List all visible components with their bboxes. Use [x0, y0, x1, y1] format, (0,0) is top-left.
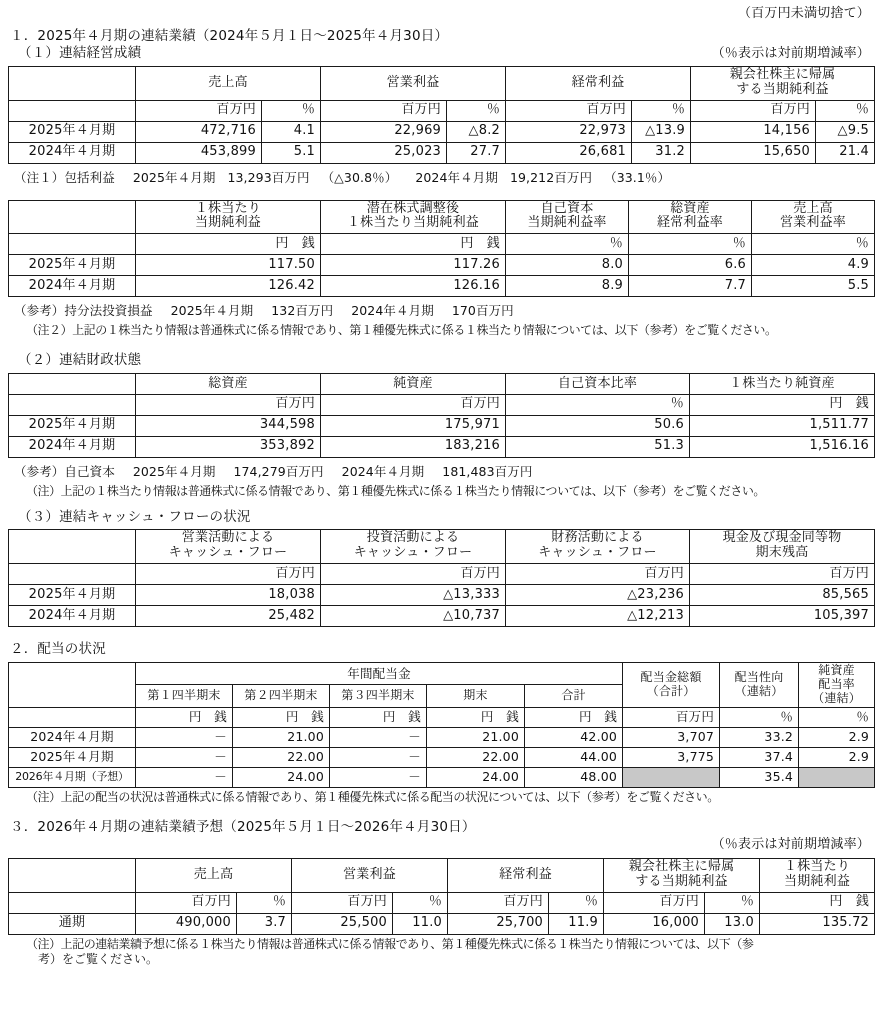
- header-eps: １株当たり 当期純利益: [760, 858, 875, 892]
- note1-value1: 13,293百万円: [227, 169, 310, 185]
- section2-title: ２．配当の状況: [10, 641, 106, 658]
- ref-equity-period1: 2025年４月期: [132, 463, 216, 479]
- table-header-row: [9, 373, 875, 394]
- cell-ordinary-pct: 31.2: [632, 142, 691, 163]
- section3-title: ３．2026年４月期の連結業績予想（2025年５月１日～2026年４月30日）: [10, 818, 476, 835]
- cell-total: 44.00: [525, 747, 623, 767]
- cell-eps: 117.50: [136, 255, 321, 276]
- header-bps: １株当たり純資産: [690, 373, 875, 394]
- ref-equity-method-prefix: （参考）持分法投資損益: [14, 303, 153, 319]
- cell-ordinary: 25,700: [448, 913, 549, 934]
- table-unit-row: [9, 100, 875, 121]
- row-label-full-year: 通期: [9, 913, 136, 934]
- row-label-fy2025: 2025年４月期: [9, 747, 136, 767]
- reference-shareholders-equity: [8, 464, 874, 480]
- header-net-sales: 売上高: [136, 858, 292, 892]
- unit-operating-pct: ％: [393, 892, 448, 913]
- note-2-per-share: （注２）上記の１株当たり情報は普通株式に係る情報であり、第１種優先株式に係る１株当たり情報については、以下（参考）をご覧ください。: [26, 323, 777, 337]
- section1-sub3-title: （３）連結キャッシュ・フローの状況: [18, 508, 251, 525]
- unit-total-dividend: 百万円: [623, 707, 720, 727]
- row-label-fy2025: 2025年４月期: [9, 585, 136, 606]
- cell-q1: －: [136, 747, 233, 767]
- unit-operating-pct: ％: [447, 100, 506, 121]
- section1-pct-note: （％表示は対前期増減率）: [711, 45, 870, 61]
- unit-net-sales-pct: ％: [262, 100, 321, 121]
- note-comprehensive-income: [8, 170, 874, 186]
- cell-q2: 21.00: [233, 727, 330, 747]
- corner-cell: [9, 373, 136, 394]
- unit-cash-equivalents: 百万円: [690, 564, 875, 585]
- cash-flow-table: [8, 529, 875, 627]
- header-eps: １株当たり 当期純利益: [136, 200, 321, 234]
- row-label-fy2024: 2024年４月期: [9, 606, 136, 627]
- table-header-row: [9, 858, 875, 892]
- note-forecast-line2: 考）をご覧ください。: [38, 951, 159, 966]
- note-3-per-share: （注）上記の１株当たり情報は普通株式に係る情報であり、第１種優先株式に係る１株当たり情報については、以下（参考）をご覧ください。: [26, 483, 765, 498]
- unit-profit-pct: ％: [705, 892, 760, 913]
- cell-net-assets: 183,216: [321, 436, 506, 457]
- consolidated-results-table: [8, 66, 875, 164]
- cell-total: 42.00: [525, 727, 623, 747]
- cell-operating-pct: 27.7: [447, 142, 506, 163]
- cell-q2: 24.00: [233, 767, 330, 787]
- cell-profit: 15,650: [691, 142, 816, 163]
- header-operating-cf: 営業活動による キャッシュ・フロー: [136, 530, 321, 564]
- cell-q2: 22.00: [233, 747, 330, 767]
- unit-payout-ratio: ％: [720, 707, 799, 727]
- row-label-fy2025: 2025年４月期: [9, 415, 136, 436]
- unit-financing-cf: 百万円: [506, 564, 690, 585]
- row-label-fy2026-forecast: 2026年４月期（予想）: [9, 767, 136, 787]
- cell-profit: 16,000: [604, 913, 705, 934]
- ref-equity-value1: 174,279百万円: [233, 463, 324, 479]
- table-row: [9, 255, 875, 276]
- section1-title: １．2025年４月期の連結業績（2024年５月１日～2025年４月30日）: [10, 28, 449, 45]
- header-dividend-on-equity: 純資産 配当率 （連結）: [799, 663, 875, 707]
- cell-net-sales: 490,000: [136, 913, 237, 934]
- header-payout-ratio: 配当性向 （連結）: [720, 663, 799, 707]
- table-unit-row: [9, 394, 875, 415]
- cell-roa: 7.7: [629, 276, 752, 297]
- table-header-row: [9, 530, 875, 564]
- unit-q2: 円 銭: [233, 707, 330, 727]
- cell-payout-ratio: 33.2: [720, 727, 799, 747]
- unit-operating-margin: ％: [752, 234, 875, 255]
- table-row: [9, 606, 875, 627]
- unit-blank: [9, 394, 136, 415]
- cell-net-sales: 453,899: [136, 142, 262, 163]
- cell-operating-cf: 25,482: [136, 606, 321, 627]
- unit-blank: [9, 100, 136, 121]
- table-unit-row: [9, 892, 875, 913]
- table-row: [9, 727, 875, 747]
- unit-operating-million: 百万円: [321, 100, 447, 121]
- header-ordinary-income: 経常利益: [448, 858, 604, 892]
- table-row: [9, 121, 875, 142]
- reference-equity-method-income: [8, 303, 874, 319]
- table-unit-row: [9, 234, 875, 255]
- cell-total-assets: 353,892: [136, 436, 321, 457]
- corner-cell: [9, 530, 136, 564]
- cell-investing-cf: △13,333: [321, 585, 506, 606]
- financial-position-table: [8, 373, 875, 458]
- table-header-row: [9, 200, 875, 234]
- cell-financing-cf: △23,236: [506, 585, 690, 606]
- cell-payout-ratio: 35.4: [720, 767, 799, 787]
- note1-value2: 19,212百万円: [509, 169, 593, 185]
- cell-investing-cf: △10,737: [321, 606, 506, 627]
- unit-doe: ％: [799, 707, 875, 727]
- table-unit-row: [9, 707, 875, 727]
- table-row: [9, 436, 875, 457]
- unit-year-end: 円 銭: [427, 707, 525, 727]
- cell-operating: 22,969: [321, 121, 447, 142]
- unit-net-sales-million: 百万円: [136, 100, 262, 121]
- note-forecast-line1: （注）上記の連結業績予想に係る１株当たり情報は普通株式に係る情報であり、第１種優先株式に係る１株当たり情報については、以下（参: [26, 936, 754, 951]
- header-q2-end: 第２四半期末: [233, 685, 330, 707]
- unit-ordinary-million: 百万円: [448, 892, 549, 913]
- cell-net-assets: 175,971: [321, 415, 506, 436]
- corner-cell: [9, 200, 136, 234]
- table-row: [9, 747, 875, 767]
- cell-q3: －: [330, 767, 427, 787]
- cell-roa: 6.6: [629, 255, 752, 276]
- header-profit-attributable: 親会社株主に帰属 する当期純利益: [691, 67, 875, 101]
- unit-blank: [9, 707, 136, 727]
- cell-total-dividend-shaded: [623, 767, 720, 787]
- cell-profit-pct: △9.5: [816, 121, 875, 142]
- cell-q1: －: [136, 727, 233, 747]
- cell-doe: 2.9: [799, 727, 875, 747]
- header-operating-margin: 売上高 営業利益率: [752, 200, 875, 234]
- unit-profit-million: 百万円: [691, 100, 816, 121]
- corner-cell: [9, 663, 136, 707]
- row-label-fy2025: 2025年４月期: [9, 255, 136, 276]
- ref-equity-value2: 181,483百万円: [442, 463, 533, 479]
- header-roe: 自己資本 当期純利益率: [506, 200, 629, 234]
- note1-period2: 2024年４月期: [415, 169, 498, 185]
- unit-blank: [9, 234, 136, 255]
- header-net-sales: 売上高: [136, 67, 321, 101]
- ref-equity-method-value1: 132百万円: [271, 303, 334, 319]
- unit-net-sales-million: 百万円: [136, 892, 237, 913]
- cell-ordinary: 22,973: [506, 121, 632, 142]
- cell-roe: 8.0: [506, 255, 629, 276]
- cell-profit-pct: 13.0: [705, 913, 760, 934]
- cell-ordinary-pct: △13.9: [632, 121, 691, 142]
- ref-equity-prefix: （参考）自己資本: [14, 463, 115, 479]
- header-total-assets: 総資産: [136, 373, 321, 394]
- unit-operating-cf: 百万円: [136, 564, 321, 585]
- cell-q3: －: [330, 727, 427, 747]
- row-label-fy2024: 2024年４月期: [9, 276, 136, 297]
- section3-pct-note: （％表示は対前期増減率）: [711, 837, 870, 853]
- cell-operating: 25,500: [292, 913, 393, 934]
- cell-doe-shaded: [799, 767, 875, 787]
- header-equity-ratio: 自己資本比率: [506, 373, 690, 394]
- cell-eps: 135.72: [760, 913, 875, 934]
- cell-year-end: 24.00: [427, 767, 525, 787]
- note1-prefix: （注１）包括利益: [14, 169, 115, 185]
- cell-diluted-eps: 126.16: [321, 276, 506, 297]
- section1-sub1-title: （１）連結経営成績: [18, 45, 142, 62]
- table-unit-row: [9, 564, 875, 585]
- unit-blank: [9, 892, 136, 913]
- table-row: [9, 415, 875, 436]
- unit-q1: 円 銭: [136, 707, 233, 727]
- rounding-note: （百万円未満切捨て）: [737, 6, 870, 21]
- cell-equity-ratio: 50.6: [506, 415, 690, 436]
- table-header-row-top: [9, 663, 875, 685]
- ref-equity-method-value2: 170百万円: [451, 303, 514, 319]
- cell-bps: 1,516.16: [690, 436, 875, 457]
- table-row: [9, 142, 875, 163]
- cell-operating-margin: 5.5: [752, 276, 875, 297]
- note1-pct2: （33.1％）: [604, 169, 671, 185]
- table-row: [9, 913, 875, 934]
- cell-net-sales: 472,716: [136, 121, 262, 142]
- unit-ordinary-pct: ％: [632, 100, 691, 121]
- header-operating-income: 営業利益: [321, 67, 506, 101]
- cell-financing-cf: △12,213: [506, 606, 690, 627]
- header-annual-dividend: 年間配当金: [136, 663, 623, 685]
- header-total-dividend: 配当金総額 （合計）: [623, 663, 720, 707]
- corner-cell: [9, 858, 136, 892]
- cell-diluted-eps: 117.26: [321, 255, 506, 276]
- ref-equity-period2: 2024年４月期: [341, 463, 425, 479]
- row-label-fy2025: 2025年４月期: [9, 121, 136, 142]
- cell-total-dividend: 3,707: [623, 727, 720, 747]
- header-operating-income: 営業利益: [292, 858, 448, 892]
- cell-total-assets: 344,598: [136, 415, 321, 436]
- unit-equity-ratio: ％: [506, 394, 690, 415]
- cell-year-end: 22.00: [427, 747, 525, 767]
- cell-net-sales-pct: 5.1: [262, 142, 321, 163]
- note-dividend: （注）上記の配当の状況は普通株式に係る情報であり、第１種優先株式に係る配当の状況については、以下（参考）をご覧ください。: [26, 789, 719, 804]
- table-row: [9, 276, 875, 297]
- header-total: 合計: [525, 685, 623, 707]
- unit-roa: ％: [629, 234, 752, 255]
- unit-total: 円 銭: [525, 707, 623, 727]
- header-ordinary-income: 経常利益: [506, 67, 691, 101]
- unit-profit-pct: ％: [816, 100, 875, 121]
- note1-period1: 2025年４月期: [132, 169, 216, 185]
- cell-total: 48.00: [525, 767, 623, 787]
- header-investing-cf: 投資活動による キャッシュ・フロー: [321, 530, 506, 564]
- unit-operating-million: 百万円: [292, 892, 393, 913]
- cell-profit-pct: 21.4: [816, 142, 875, 163]
- header-roa: 総資産 経常利益率: [629, 200, 752, 234]
- unit-roe: ％: [506, 234, 629, 255]
- cell-year-end: 21.00: [427, 727, 525, 747]
- table-row: [9, 585, 875, 606]
- row-label-fy2024: 2024年４月期: [9, 436, 136, 457]
- cell-equity-ratio: 51.3: [506, 436, 690, 457]
- cell-bps: 1,511.77: [690, 415, 875, 436]
- cell-total-dividend: 3,775: [623, 747, 720, 767]
- table-row-forecast: [9, 767, 875, 787]
- table-header-row: [9, 67, 875, 101]
- per-share-ratios-table: [8, 200, 875, 298]
- unit-investing-cf: 百万円: [321, 564, 506, 585]
- unit-net-assets: 百万円: [321, 394, 506, 415]
- cell-doe: 2.9: [799, 747, 875, 767]
- unit-bps: 円 銭: [690, 394, 875, 415]
- cell-roe: 8.9: [506, 276, 629, 297]
- cell-ordinary: 26,681: [506, 142, 632, 163]
- header-net-assets: 純資産: [321, 373, 506, 394]
- cell-operating: 25,023: [321, 142, 447, 163]
- header-q3-end: 第３四半期末: [330, 685, 427, 707]
- corner-cell: [9, 67, 136, 101]
- cell-cash-equivalents: 85,565: [690, 585, 875, 606]
- unit-ordinary-million: 百万円: [506, 100, 632, 121]
- unit-eps: 円 銭: [760, 892, 875, 913]
- ref-equity-method-period2: 2024年４月期: [351, 303, 434, 319]
- cell-operating-cf: 18,038: [136, 585, 321, 606]
- cell-cash-equivalents: 105,397: [690, 606, 875, 627]
- unit-diluted-eps: 円 銭: [321, 234, 506, 255]
- unit-ordinary-pct: ％: [549, 892, 604, 913]
- cell-operating-margin: 4.9: [752, 255, 875, 276]
- unit-q3: 円 銭: [330, 707, 427, 727]
- unit-profit-million: 百万円: [604, 892, 705, 913]
- note1-pct1: （△30.8％）: [321, 169, 398, 185]
- ref-equity-method-period1: 2025年４月期: [170, 303, 254, 319]
- header-q1-end: 第１四半期末: [136, 685, 233, 707]
- unit-blank: [9, 564, 136, 585]
- unit-total-assets: 百万円: [136, 394, 321, 415]
- header-cash-equivalents: 現金及び現金同等物 期末残高: [690, 530, 875, 564]
- cell-profit: 14,156: [691, 121, 816, 142]
- header-financing-cf: 財務活動による キャッシュ・フロー: [506, 530, 690, 564]
- cell-net-sales-pct: 3.7: [237, 913, 292, 934]
- unit-eps: 円 銭: [136, 234, 321, 255]
- dividend-table: [8, 662, 875, 787]
- cell-q3: －: [330, 747, 427, 767]
- header-diluted-eps: 潜在株式調整後 １株当たり当期純利益: [321, 200, 506, 234]
- cell-operating-pct: △8.2: [447, 121, 506, 142]
- section1-sub2-title: （２）連結財政状態: [18, 352, 142, 368]
- row-label-fy2024: 2024年４月期: [9, 727, 136, 747]
- forecast-table: [8, 858, 875, 935]
- cell-payout-ratio: 37.4: [720, 747, 799, 767]
- row-label-fy2024: 2024年４月期: [9, 142, 136, 163]
- cell-eps: 126.42: [136, 276, 321, 297]
- cell-operating-pct: 11.0: [393, 913, 448, 934]
- cell-q1: －: [136, 767, 233, 787]
- unit-net-sales-pct: ％: [237, 892, 292, 913]
- cell-net-sales-pct: 4.1: [262, 121, 321, 142]
- header-year-end: 期末: [427, 685, 525, 707]
- header-profit-attributable: 親会社株主に帰属 する当期純利益: [604, 858, 760, 892]
- cell-ordinary-pct: 11.9: [549, 913, 604, 934]
